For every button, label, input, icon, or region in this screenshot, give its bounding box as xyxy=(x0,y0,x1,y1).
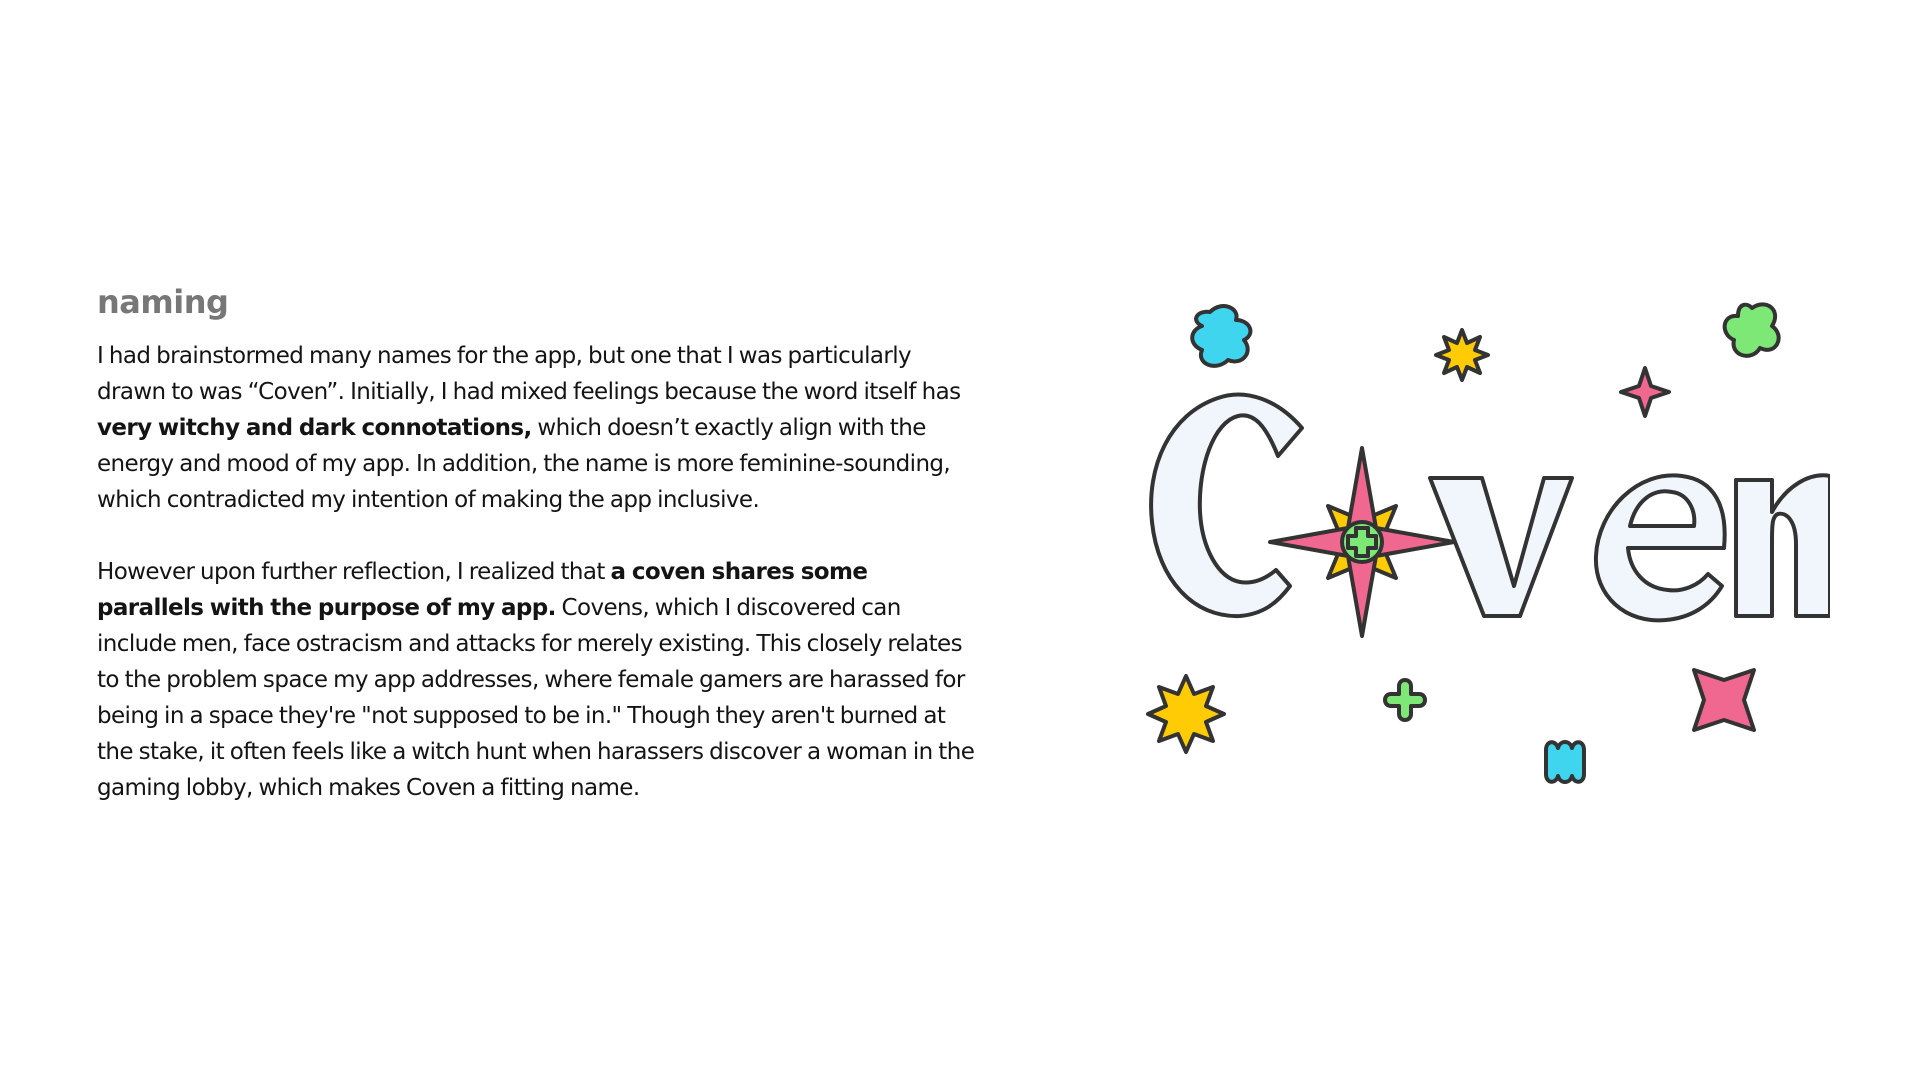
letter-v xyxy=(1430,478,1572,616)
emphasis-text: very witchy and dark connotations, xyxy=(97,415,532,441)
body-text: Covens, which I discovered can include men, face ostracism and attacks for merely existing. This closely relates to the problem space my app addresses, where female gamers are harassed for being in a space they're "not supposed to be in." Though they aren't burned at the stake, it often feels like a witch hunt when harassers discover a woman in the gaming lobby, which makes Coven a fitting name. xyxy=(97,595,975,801)
section-heading: naming xyxy=(97,283,229,321)
pink-sparkle-small-icon xyxy=(1621,368,1669,416)
coven-logo xyxy=(1110,280,1830,820)
letter-n xyxy=(1736,475,1830,616)
letter-c xyxy=(1151,395,1302,617)
letter-e xyxy=(1596,475,1725,620)
paragraph-1 xyxy=(97,338,977,518)
body-text: However upon further reflection, I realized that xyxy=(97,559,611,585)
pink-four-point-star-icon xyxy=(1694,670,1754,730)
cyan-wave-icon xyxy=(1546,742,1584,782)
body-text: which doesn’t exactly align with the energy and mood of my app. In addition, the name is more feminine-sounding, which contradicted my intention of making the app inclusive. xyxy=(97,415,951,513)
yellow-burst-small-icon xyxy=(1436,330,1488,380)
paragraph-2 xyxy=(97,554,977,806)
wordmark-coven xyxy=(1151,395,1830,621)
pink-compass-star-icon xyxy=(1270,448,1454,636)
yellow-burst-large-icon xyxy=(1148,676,1224,752)
coven-logo-svg xyxy=(1110,280,1830,820)
cyan-squiggle-icon xyxy=(1192,306,1250,366)
green-plus-icon xyxy=(1385,680,1425,720)
body-text: I had brainstormed many names for the app, but one that I was particularly drawn to was “Coven”. Initially, I had mixed feelings because the word itself has xyxy=(97,343,961,405)
green-clover-icon xyxy=(1725,304,1779,356)
emphasis-text: a coven shares some parallels with the purpose of my app. xyxy=(97,559,868,621)
naming-section xyxy=(97,278,977,806)
